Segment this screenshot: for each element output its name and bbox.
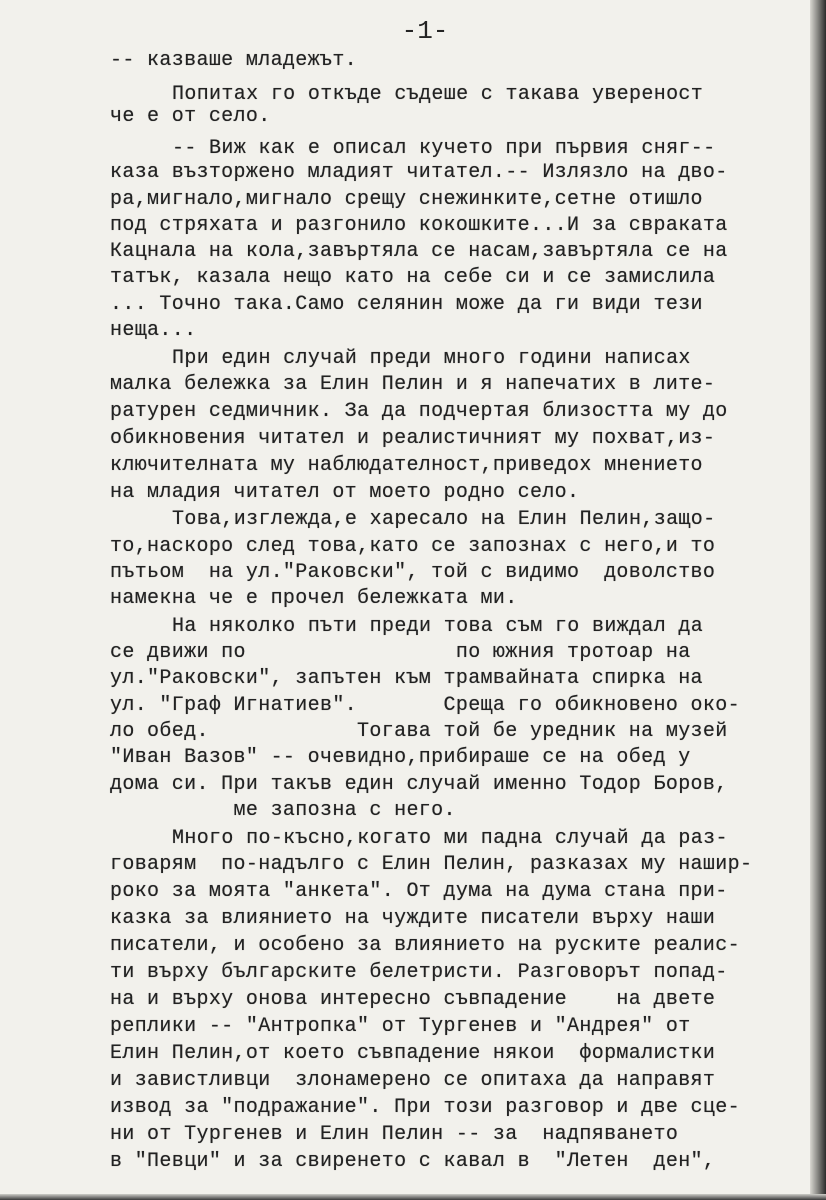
text-line: "Иван Вазов" -- очевидно,прибираше се на обед у <box>110 746 691 769</box>
text-line: ул."Раковски", запътен към трамвайната спирка на <box>110 667 703 690</box>
text-line: ратурен седмичник. За да подчертая близостта му до <box>110 400 728 423</box>
text-line: намекна че е прочел бележката ми. <box>110 587 518 610</box>
text-line: казка за влиянието на чуждите писатели върху наши <box>110 907 716 930</box>
text-line: на младия читател от моето родно село. <box>110 481 580 504</box>
page-number: -1- <box>401 16 449 46</box>
text-line: пътьом на ул."Раковски", той с видимо доволство <box>110 561 716 584</box>
text-line: роко за моята "анкета". От дума на дума стана при- <box>110 880 728 903</box>
text-line: татък, казала нещо като на себе си и се замислила <box>110 266 716 289</box>
text-line: Елин Пелин,от което съвпадение някои формалистки <box>110 1042 716 1065</box>
text-line: ... Точно така.Само селянин може да ги види тези <box>110 293 703 316</box>
text-line: на и върху онова интересно съвпадение на двете <box>110 988 716 1011</box>
text-line: реплики -- "Антропка" от Тургенев и "Андрея" от <box>110 1015 691 1038</box>
text-line: ни от Тургенев и Елин Пелин -- за надпяването <box>110 1123 679 1146</box>
text-line: Кацнала на кола,завъртяла се насам,завъртяла се на <box>110 240 728 263</box>
text-line: ра,мигнало,мигнало срещу снежинките,сетне отишло <box>110 188 703 211</box>
text-line: в "Певци" и за свиренето с кавал в "Летен ден", <box>110 1150 716 1173</box>
text-line: ул. "Граф Игнатиев". Среща го обикновено око- <box>110 694 740 717</box>
text-line: При един случай преди много години написах <box>172 347 691 370</box>
text-line: говарям по-надълго с Елин Пелин, разказах му нашир- <box>110 853 753 876</box>
text-line: ло обед. Тогава той бе уредник на музей <box>110 720 728 743</box>
text-line: ти върху българските белетристи. Разговорът попад- <box>110 961 728 984</box>
text-line: Попитах го откъде съдеше с такава увереност <box>172 83 704 106</box>
text-line: ме запозна с него. <box>110 799 456 822</box>
text-line: извод за "подражание". При този разговор и две сце- <box>110 1096 740 1119</box>
text-line: -- Виж как е описал кучето при първия сняг-- <box>172 137 716 160</box>
text-line: обикновения читател и реалистичният му похват,из- <box>110 427 716 450</box>
text-line: Това,изглежда,е харесало на Елин Пелин,защо- <box>172 508 716 531</box>
page-edge-shadow <box>810 0 826 1200</box>
text-line: дома си. При такъв един случай именно Тодор Боров, <box>110 773 728 796</box>
text-line: под стряхата и разгонило кокошките...И за свраката <box>110 214 728 237</box>
text-line: каза възторжено младият читател.-- Излязло на дво- <box>110 161 728 184</box>
page-bottom-edge <box>0 1194 826 1200</box>
text-line: неща... <box>110 319 197 342</box>
text-line: писатели, и особено за влиянието на руските реалис- <box>110 934 740 957</box>
text-line: то,наскоро след това,като се запознах с него,и то <box>110 535 716 558</box>
text-line: На няколко пъти преди това съм го виждал да <box>172 615 704 638</box>
text-line: -- казваше младежът. <box>110 49 358 72</box>
text-line: малка бележка за Елин Пелин и я напечатих в лите- <box>110 373 716 396</box>
text-line: че е от село. <box>110 105 271 128</box>
text-line: Много по-късно,когато ми падна случай да раз- <box>172 827 728 850</box>
text-line: и завистливци злонамерено се опитаха да направят <box>110 1069 716 1092</box>
text-line: се движи по по южния тротоар на <box>110 641 691 664</box>
text-line: ключителната му наблюдателност,приведох мнението <box>110 454 703 477</box>
